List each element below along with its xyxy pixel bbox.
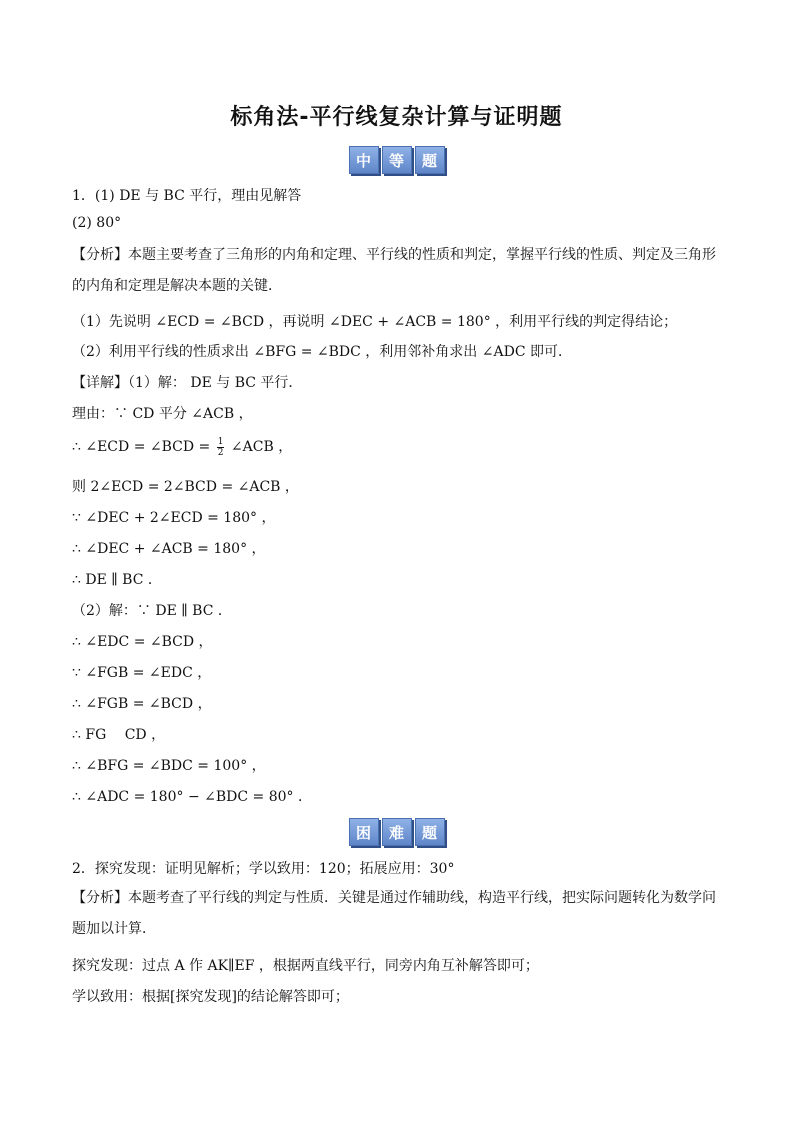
fraction-one-half [217,437,225,458]
q2-analysis: 【分析】本题考查了平行线的判定与性质．关键是通过作辅助线，构造平行线，把实际问题转化为数学问题加以计算． [72,890,716,937]
badge-char: 题 [415,146,445,174]
q1-answer-2: (2) 80° [72,215,122,231]
q2-analysis-step-2: 学以致用：根据[探究发现]的结论解答即可； [72,989,349,1005]
q1-detail-9: ∴ ∠EDC = ∠BCD ， [72,634,213,650]
q1-detail-1: 【详解】（1）解： DE 与 BC 平行． [72,375,303,391]
page-title: 标角法-平行线复杂计算与证明题 [230,105,563,130]
badge-char: 难 [382,818,412,846]
q1-analysis: 【分析】本题主要考查了三角形的内角和定理、平行线的性质和判定，掌握平行线的性质、判定及三角形的内角和定理是解决本题的关键． [72,247,716,294]
badge-char: 等 [382,146,412,174]
q1-detail-3-left: ∴ ∠ECD = ∠BCD = [72,439,211,455]
q1-detail-11: ∴ ∠FGB = ∠BCD ， [72,696,212,712]
q1-analysis-step-1: （1）先说明 ∠ECD = ∠BCD ，再说明 ∠DEC + ∠ACB = 180° ，利用平行线的判定得结论； [72,314,678,330]
badge-char: 困 [349,818,379,846]
section-badge-hard [0,818,793,846]
q1-detail-2: 理由：∵ CD 平分 ∠ACB ， [72,406,253,422]
q1-detail-3 [72,436,292,458]
fraction-denominator: 2 [217,447,224,458]
q1-analysis-step-2: （2）利用平行线的性质求出 ∠BFG = ∠BDC ，利用邻补角求出 ∠ADC 即可． [72,344,572,360]
q1-detail-13: ∴ ∠BFG = ∠BDC = 100° ， [72,758,266,774]
section-badge-medium [0,146,793,174]
q2-answer: 2．探究发现：证明见解析；学以致用：120；拓展应用：30° [72,861,455,877]
q1-detail-8: （2）解：∵ DE ∥ BC ． [72,603,232,619]
fraction-numerator: 1 [217,436,224,447]
badge-char: 中 [349,146,379,174]
q2-analysis-step-1: 探究发现：过点 A 作 AK∥EF ，根据两直线平行，同旁内角互补解答即可； [72,958,539,974]
q1-detail-14: ∴ ∠ADC = 180° − ∠BDC = 80° ． [72,789,312,805]
q1-detail-10: ∵ ∠FGB = ∠EDC ， [72,665,212,681]
q1-detail-5: ∵ ∠DEC + 2∠ECD = 180° ， [72,510,276,526]
q1-detail-4: 则 2∠ECD = 2∠BCD = ∠ACB ， [72,479,299,495]
badge-char: 题 [415,818,445,846]
q1-detail-7: ∴ DE ∥ BC ． [72,572,162,588]
q1-answer-1: 1．(1) DE 与 BC 平行，理由见解答 [72,188,302,204]
q1-detail-3-right: ∠ACB ， [230,439,293,455]
q1-detail-6: ∴ ∠DEC + ∠ACB = 180° ， [72,541,266,557]
q1-detail-12: ∴ FG CD ， [72,727,166,743]
